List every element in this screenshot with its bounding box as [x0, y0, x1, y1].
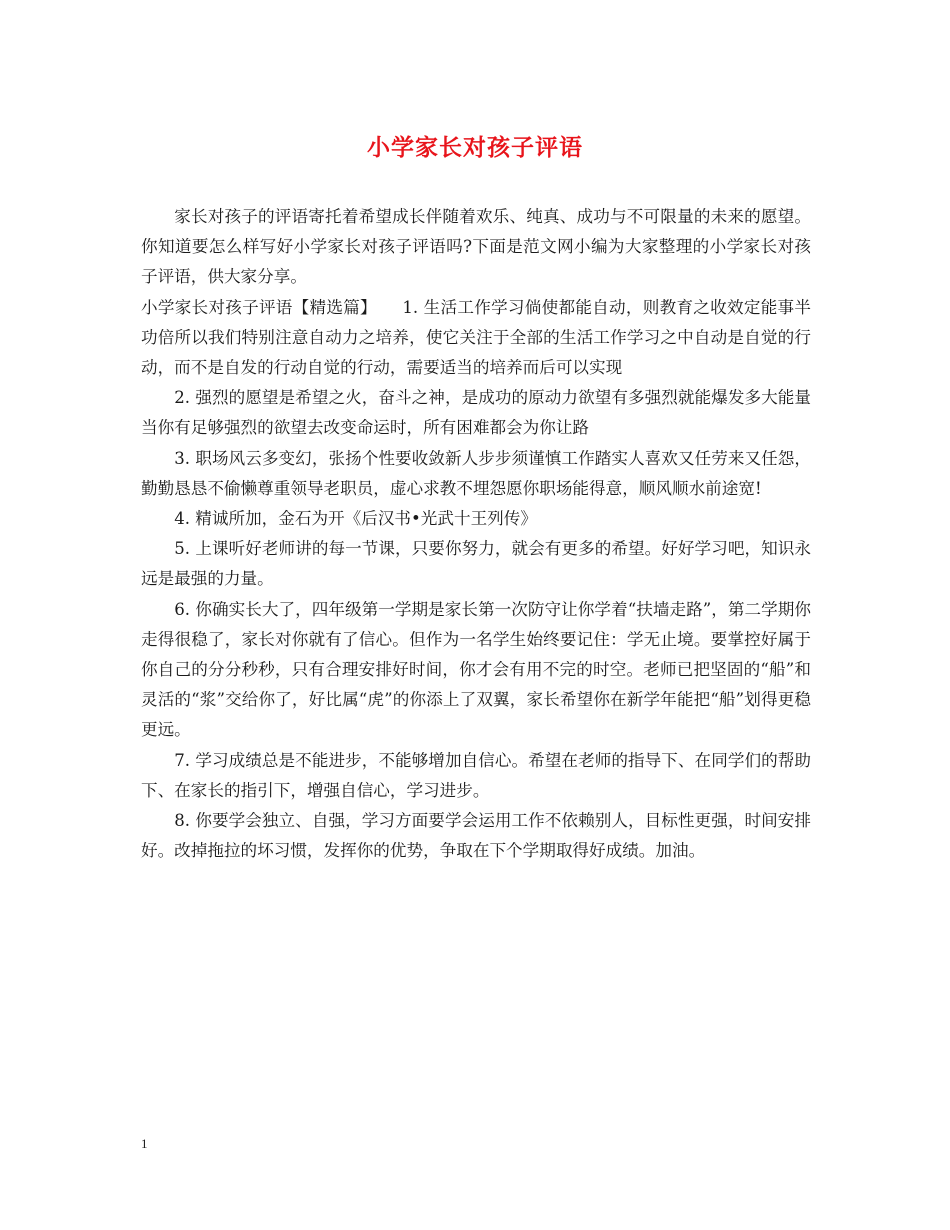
comment-paragraph-8: 8. 你要学会独立、自强，学习方面要学会运用工作不依赖别人，目标性更强，时间安排好。改掉拖拉的坏习惯，发挥你的优势，争取在下个学期取得好成绩。加油。 — [141, 811, 811, 861]
comment-paragraph-6: 6. 你确实长大了，四年级第一学期是家长第一次防守让你学着“扶墙走路”，第二学期你走得很稳了，家长对你就有了信心。但作为一名学生始终要记住：学无止境。要掌控好属于你自己的分分秒秒，只有合理安排好时间，你才会有用不完的时空。老师已把坚固的“船”和灵活的“浆”交给你了，好比属“虎”的你添上了双翼，家长希望你在新学年能把“船”划得更稳更远。 — [141, 599, 811, 740]
document-title: 小学家长对孩子评语 — [367, 134, 583, 161]
document-body — [141, 202, 811, 866]
comment-paragraph-3: 3. 职场风云多变幻，张扬个性要收敛新人步步须谨慎工作踏实人喜欢又任劳来又任怨，勤勤恳恳不偷懒尊重领导老职员，虚心求教不埋怨愿你职场能得意，顺风顺水前途宽! — [141, 448, 811, 498]
comment-paragraph-2: 2. 强烈的愿望是希望之火，奋斗之神，是成功的原动力欲望有多强烈就能爆发多大能量当你有足够强烈的欲望去改变命运时，所有困难都会为你让路 — [141, 388, 811, 438]
comment-paragraph-7: 7. 学习成绩总是不能进步，不能够增加自信心。希望在老师的指导下、在同学们的帮助下、在家长的指引下，增强自信心，学习进步。 — [141, 750, 811, 800]
intro-paragraph: 家长对孩子的评语寄托着希望成长伴随着欢乐、纯真、成功与不可限量的未来的愿望。你知道要怎么样写好小学家长对孩子评语吗?下面是范文网小编为大家整理的小学家长对孩子评语，供大家分享。 — [141, 207, 811, 287]
page-number: 1 — [141, 1136, 148, 1151]
comment-paragraph-1: 小学家长对孩子评语【精选篇】 1. 生活工作学习倘使都能自动，则教育之收效定能事半功倍所以我们特别注意自动力之培养，使它关注于全部的生活工作学习之中自动是自觉的行动，而不是自发的行动自觉的行动，需要适当的培养而后可以实现 — [141, 297, 811, 378]
comment-paragraph-4: 4. 精诚所加，金石为开《后汉书•光武十王列传》 — [174, 509, 537, 529]
comment-paragraph-5: 5. 上课听好老师讲的每一节课，只要你努力，就会有更多的希望。好好学习吧，知识永远是最强的力量。 — [141, 539, 811, 589]
